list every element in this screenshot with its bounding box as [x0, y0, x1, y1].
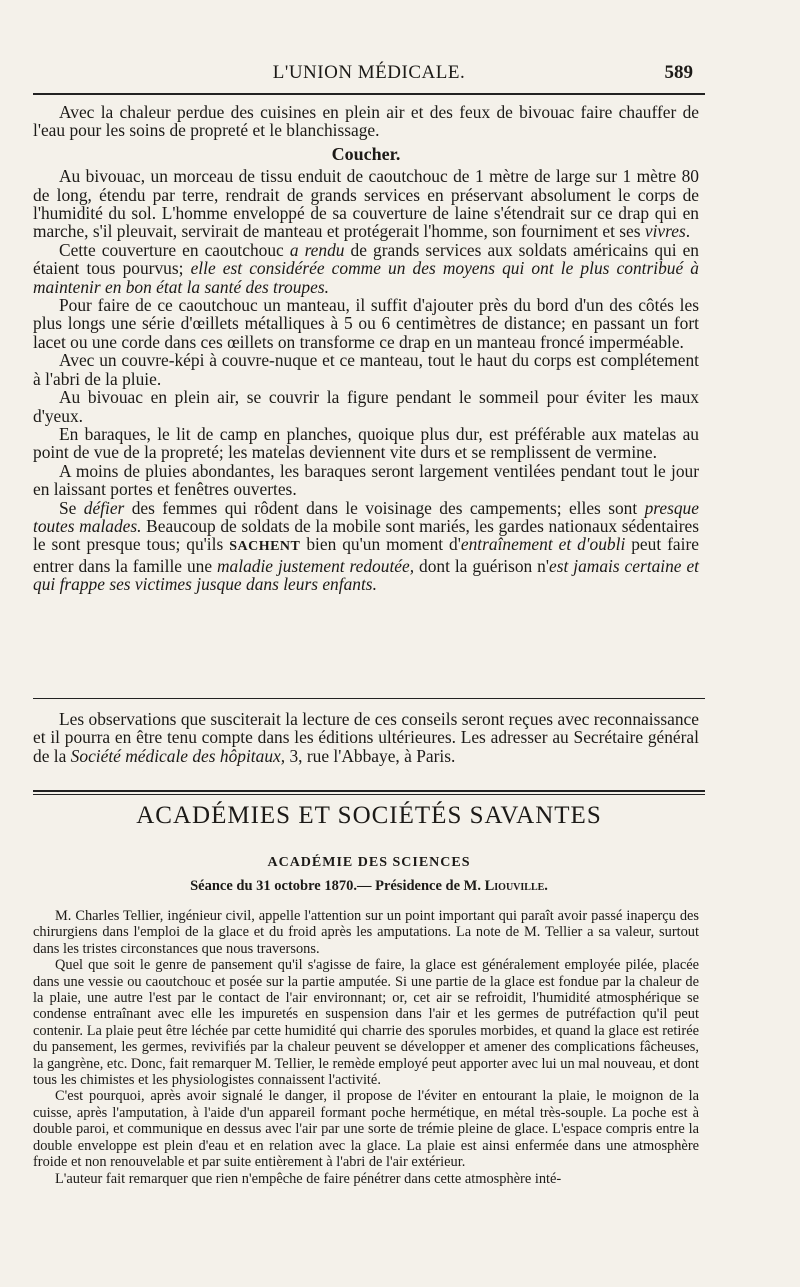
seance-line: Séance du 31 octobre 1870.— Présidence de M. Liouville.	[190, 878, 548, 894]
page-header	[33, 60, 705, 90]
paragraph: Quel que soit le genre de pansement qu'il s'agisse de faire, la glace est généralement employée pilée, placée dans une vessie ou caoutchouc et posée sur la partie amputée. Si une partie de la glace est fondue par la chaleur de la plaie, une autre l'est par le contact de l'air environnant; or, cet air se refroidit, l'humidité atmosphérique se condense entraînant avec elle les impuretés en suspension dans l'air et les germes de putréfaction qu'il peut contenir. La plaie peut être léchée par cette humidité qui charrie des sporules morbides, et quand la glace est retirée du pansement, les germes, revivifiés par la chaleur peuvent se développer et amener des complications fâcheuses, la gangrène, etc. Donc, fait remarquer M. Tellier, le remède employé peut apporter avec lui un mal nouveau, et dont tous les chimistes et les physiologistes connaissent l'activité.	[33, 957, 699, 1089]
closing-note	[33, 710, 699, 765]
academy-report	[33, 908, 699, 1187]
paragraph: L'auteur fait remarquer que rien n'empêche de faire pénétrer dans cette atmosphère inté-	[55, 1170, 562, 1187]
paragraph: Les observations que susciterait la lecture de ces conseils seront reçues avec reconnaissance et il pourra en être tenu compte dans les éditions ultérieures. Les adresser au Secrétaire général de la Société médicale des hôpitaux, 3, rue l'Abbaye, à Paris.	[33, 709, 699, 766]
section-rule-top-thin	[33, 794, 705, 795]
paragraph: Se défier des femmes qui rôdent dans le voisinage des campements; elles sont presque toutes malades. Beaucoup de soldats de la mobile sont mariés, les gardes nationaux sédentaires le sont presque tous; qu'ils SACHENT bien qu'un moment d'entraînement et d'oubli peut faire entrer dans la famille une maladie justement redoutée, dont la guérison n'est jamais certaine et qui frappe ses victimes jusque dans leurs enfants.	[33, 497, 699, 595]
paragraph: M. Charles Tellier, ingénieur civil, appelle l'attention sur un point important qui paraît avoir passé inaperçu des chirurgiens dans l'emploi de la glace et du froid après les amputations. La note de M. Tellier a sa valeur, surtout dans les tristes circonstances que nous traversons.	[33, 908, 699, 957]
paragraph: Au bivouac en plein air, se couvrir la figure pendant le sommeil pour éviter les maux d'yeux.	[33, 387, 699, 426]
header-rule	[33, 93, 705, 95]
section-rule-top	[33, 790, 705, 792]
heading-coucher: Coucher.	[331, 143, 401, 164]
section-title: ACADÉMIES ET SOCIÉTÉS SAVANTES	[136, 802, 602, 829]
paragraph: C'est pourquoi, après avoir signalé le danger, il propose de l'éviter en entourant la plaie, le moignon de la cuisse, après l'amputation, à l'aide d'un appareil formant poche hermétique, en métal très-souple. La poche est à double paroi, et communique en dessus avec l'air par une sorte de trémie pleine de glace. L'espace compris entre la double enveloppe est plein d'eau et en relation avec la glace. La plaie est ainsi enfermée dans une atmosphère froide et non renouvelable et par suite entièrement à l'abri de l'air extérieur.	[33, 1088, 699, 1171]
paragraph: Cette couverture en caoutchouc a rendu de grands services aux soldats américains qui en étaient tous pourvus; elle est considérée comme un des moyens qui ont le plus contribué à maintenir en bon état la santé des troupes.	[33, 239, 700, 297]
paragraph: Avec la chaleur perdue des cuisines en plein air et des feux de bivouac faire chauffer de l'eau pour les soins de propreté et le blanchissage.	[33, 102, 699, 141]
paragraph: Avec un couvre-képi à couvre-nuque et ce manteau, tout le haut du corps est complétement à l'abri de la pluie.	[33, 350, 699, 389]
paragraph: A moins de pluies abondantes, les baraques seront largement ventilées pendant tout le jour en laissant portes et fenêtres ouvertes.	[33, 460, 699, 500]
paragraph: Au bivouac, un morceau de tissu enduit de caoutchouc de 1 mètre de large sur 1 mètre 80 de long, étendu par terre, rendrait de grands services en préservant absolument le corps de l'humidité du sol. L'homme enveloppé de sa couverture de laine s'étendrait sur ce drap qui en marche, s'il pleuvait, servirait de manteau et protégerait l'homme, son fourniment et ses vivres.	[33, 166, 699, 242]
paragraph: Pour faire de ce caoutchouc un manteau, il suffit d'ajouter près du bord d'un des côtés les plus longs une série d'œillets métalliques à 5 ou 6 centimètres de distance; en passant un fort lacet ou une corde dans ces œillets on transforme ce drap en un manteau froncé imperméable.	[33, 295, 699, 352]
academy-heading: ACADÉMIE DES SCIENCES	[267, 855, 471, 870]
running-head: L'UNION MÉDICALE.	[272, 62, 466, 83]
hygiene-text	[33, 103, 699, 594]
separator-rule	[33, 698, 705, 699]
page-number: 589	[664, 62, 693, 83]
paragraph: En baraques, le lit de camp en planches, quoique plus dur, est préférable aux matelas au point de vue de la propreté; les matelas deviennent vite durs et se remplissent de vermine.	[33, 423, 699, 463]
